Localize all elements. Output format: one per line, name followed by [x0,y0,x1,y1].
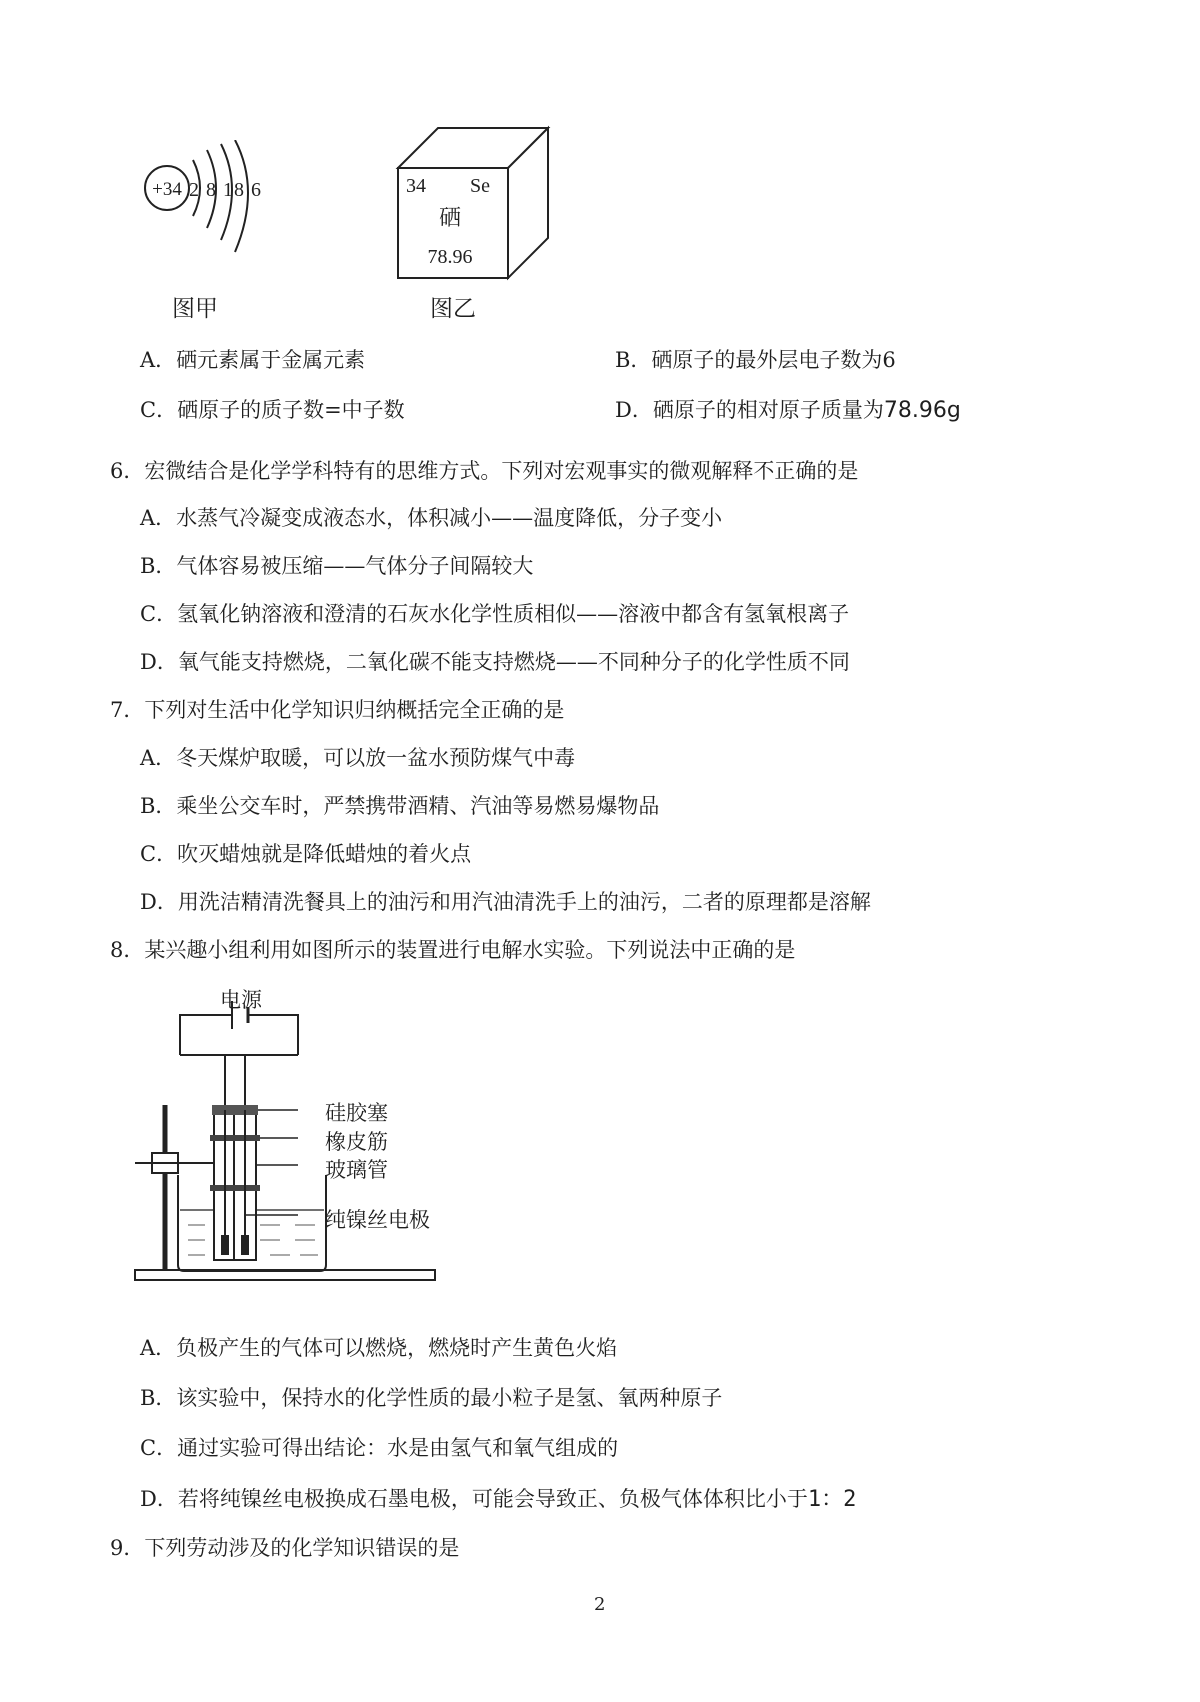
nucleus-charge: +34 [152,179,182,200]
q5-option-d-value: 78.96g [883,398,961,423]
q8-option-a: A．负极产生的气体可以燃烧，燃烧时产生黄色火焰 [140,1336,618,1360]
q7-option-b: B．乘坐公交车时，严禁携带酒精、汽油等易燃易爆物品 [140,794,660,818]
q6-option-c: C．氢氧化钠溶液和澄清的石灰水化学性质相似——溶液中都含有氢氧根离子 [140,602,850,626]
silicone-stopper [212,1105,258,1115]
q8-option-d-text: D．若将纯镍丝电极换成石墨电极，可能会导致正、负极气体体积比小于 [140,1487,808,1511]
label-silicone-stopper: 硅胶塞 [325,1101,388,1125]
rubber-band-bottom [210,1185,260,1191]
q8-option-d [140,1482,856,1513]
q5-option-d [615,394,961,424]
q6-option-d: D．氧气能支持燃烧，二氧化碳不能支持燃烧——不同种分子的化学性质不同 [140,650,850,674]
figure-yi-caption: 图乙 [430,296,476,322]
shell-electrons: 2 8 18 6 [189,179,262,201]
electrode-tip-right [241,1235,249,1255]
q5-option-a: A．硒元素属于金属元素 [140,348,366,372]
element-number: 34 [406,175,426,197]
element-cell-diagram [390,120,565,290]
q6-option-a: A．水蒸气冷凝变成液态水，体积减小——温度降低，分子变小 [140,506,723,530]
circuit-wire [180,1015,298,1055]
label-rubber-band: 橡皮筋 [325,1130,388,1154]
element-symbol: Se [470,175,490,197]
q9-stem: 9．下列劳动涉及的化学知识错误的是 [110,1536,460,1560]
label-power-source: 电源 [220,988,262,1012]
q7-option-c: C．吹灭蜡烛就是降低蜡烛的着火点 [140,842,472,866]
q8-option-b: B．该实验中，保持水的化学性质的最小粒子是氢、氧两种原子 [140,1386,723,1410]
element-mass: 78.96 [427,246,473,268]
rubber-band-top [210,1135,260,1141]
electrolysis-apparatus-diagram [130,975,470,1295]
q5-option-d-text: D．硒原子的相对原子质量为 [615,398,884,422]
figure-jia-caption: 图甲 [172,296,218,322]
label-nickel-electrode: 纯镍丝电极 [325,1208,430,1232]
q5-option-b: B．硒原子的最外层电子数为6 [615,348,896,372]
electrode-tip-left [221,1235,229,1255]
label-glass-tube: 玻璃管 [325,1158,388,1182]
q8-option-d-value: 1：2 [807,1487,857,1512]
q7-option-a: A．冬天煤炉取暖，可以放一盆水预防煤气中毒 [140,746,576,770]
element-name: 硒 [438,205,462,230]
q7-option-d: D．用洗洁精清洗餐具上的油污和用汽油清洗手上的油污，二者的原理都是溶解 [140,890,871,914]
q8-option-c: C．通过实验可得出结论：水是由氢气和氧气组成的 [140,1436,619,1460]
atom-structure-diagram [135,140,275,270]
q5-option-c: C．硒原子的质子数=中子数 [140,398,405,422]
q6-stem: 6．宏微结合是化学学科特有的思维方式。下列对宏观事实的微观解释不正确的是 [110,459,859,483]
q7-stem: 7．下列对生活中化学知识归纳概括完全正确的是 [110,698,565,722]
q8-stem: 8．某兴趣小组利用如图所示的装置进行电解水实验。下列说法中正确的是 [110,938,796,962]
q6-option-b: B．气体容易被压缩——气体分子间隔较大 [140,554,534,578]
page-number: 2 [594,1594,606,1615]
